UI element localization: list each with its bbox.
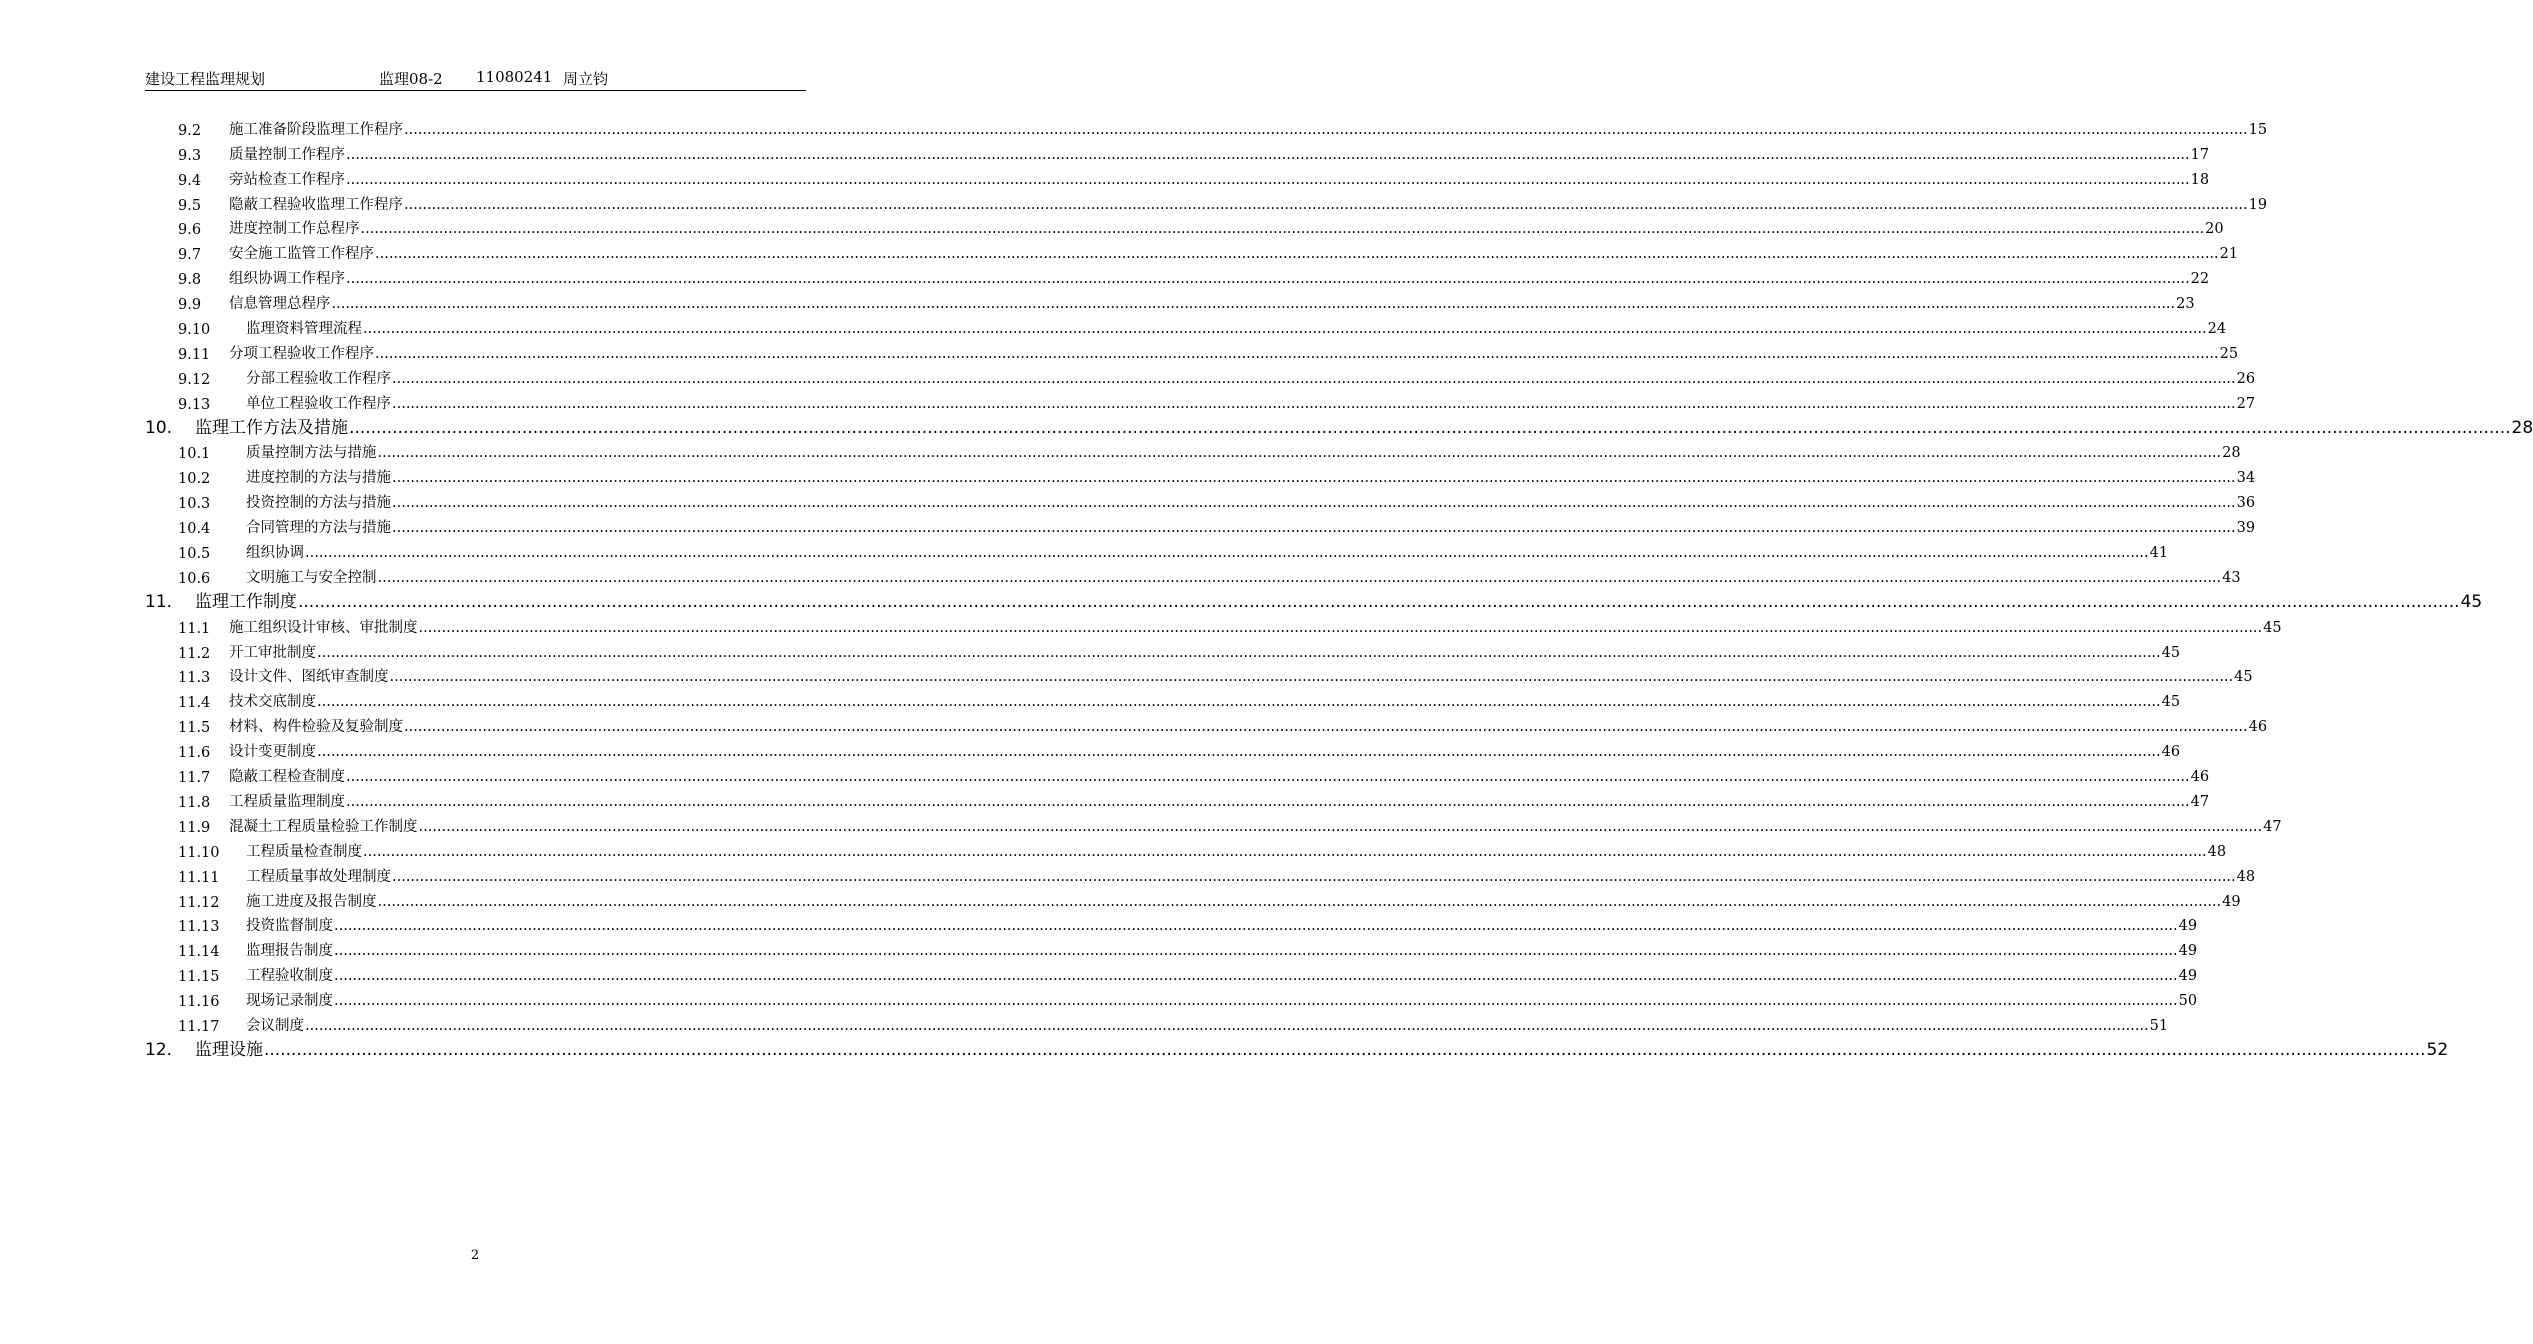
page-header: [145, 68, 806, 91]
toc-dot-leader: ................................................................................................................................................................................................................................................................................................................................................................................................................: [264, 1039, 2426, 1060]
toc-entry-page: 48: [2236, 868, 2256, 885]
toc-entry[interactable]: [0, 539, 2169, 564]
toc-entry-title: 进度控制的方法与措施: [246, 470, 391, 487]
toc-entry[interactable]: [0, 1037, 2449, 1062]
toc-entry-title: 旁站检查工作程序: [229, 171, 345, 188]
toc-entry-row: [229, 740, 2181, 761]
toc-dot-leader: ................................................................................................................................................................................................................................................................................................................................................................................................................: [418, 619, 2263, 636]
toc-entry-number: 11.5: [178, 720, 211, 737]
toc-entry[interactable]: [0, 813, 2282, 838]
toc-entry[interactable]: [0, 365, 2256, 390]
toc-entry-number: 11.8: [178, 794, 211, 811]
toc-entry-title: 安全施工监管工作程序: [229, 246, 374, 263]
toc-entry-page: 25: [2219, 345, 2239, 362]
toc-entry-title: 组织协调工作程序: [229, 271, 345, 288]
toc-entry-number: 11.4: [178, 695, 211, 712]
toc-entry-page: 45: [2161, 694, 2181, 711]
toc-entry[interactable]: [0, 141, 2210, 166]
header-course: 监理08-2: [379, 70, 443, 88]
toc-entry-page: 21: [2219, 246, 2239, 263]
toc-entry[interactable]: [0, 614, 2282, 639]
toc-entry-row: [246, 441, 2241, 462]
toc-dot-leader: ................................................................................................................................................................................................................................................................................................................................................................................................................: [346, 769, 2190, 786]
toc-dot-leader: ................................................................................................................................................................................................................................................................................................................................................................................................................: [349, 417, 2511, 438]
toc-entry-page: 52: [2426, 1039, 2449, 1060]
toc-entry-title: 会议制度: [246, 1017, 304, 1034]
toc-entry-number: 10.4: [178, 521, 211, 538]
toc-dot-leader: ................................................................................................................................................................................................................................................................................................................................................................................................................: [392, 395, 2236, 412]
toc-entry-number: 9.11: [178, 346, 211, 363]
toc-entry-row: [246, 890, 2241, 911]
toc-entry-page: 49: [2178, 968, 2198, 985]
toc-entry-page: 51: [2149, 1017, 2169, 1034]
toc-entry-row: [246, 914, 2198, 935]
toc-entry-number: 11.7: [178, 770, 211, 787]
toc-entry[interactable]: [0, 863, 2256, 888]
toc-entry-number: 11.15: [178, 969, 220, 986]
toc-entry-title: 投资控制的方法与措施: [246, 495, 391, 512]
toc-entry-page: 15: [2248, 121, 2268, 138]
toc-entry[interactable]: [0, 1012, 2169, 1037]
toc-dot-leader: ................................................................................................................................................................................................................................................................................................................................................................................................................: [305, 545, 2149, 562]
toc-entry-page: 18: [2190, 171, 2210, 188]
toc-dot-leader: ................................................................................................................................................................................................................................................................................................................................................................................................................: [334, 918, 2178, 935]
toc-entry-row: [229, 342, 2239, 363]
page-number: 2: [470, 1248, 480, 1263]
toc-entry[interactable]: [0, 937, 2198, 962]
toc-entry-row: [229, 790, 2210, 811]
toc-dot-leader: ................................................................................................................................................................................................................................................................................................................................................................................................................: [375, 246, 2219, 263]
toc-entry-page: 50: [2178, 993, 2198, 1010]
toc-entry-title: 单位工程验收工作程序: [246, 395, 391, 412]
toc-entry-number: 12.: [145, 1039, 173, 1060]
toc-entry-row: [246, 541, 2169, 562]
toc-entry-number: 11.12: [178, 894, 220, 911]
toc-entry-title: 信息管理总程序: [229, 296, 331, 313]
toc-entry-page: 45: [2234, 669, 2253, 686]
toc-entry-row: [195, 1035, 2449, 1060]
toc-entry-number: 11.2: [178, 645, 211, 662]
toc-entry-title: 分项工程验收工作程序: [229, 345, 374, 362]
toc-entry-row: [246, 566, 2241, 587]
toc-entry[interactable]: [0, 415, 2533, 440]
toc-entry-number: 9.10: [178, 322, 211, 339]
toc-dot-leader: ................................................................................................................................................................................................................................................................................................................................................................................................................: [377, 445, 2222, 462]
toc-entry-number: 11.: [145, 591, 173, 612]
toc-dot-leader: ................................................................................................................................................................................................................................................................................................................................................................................................................: [298, 591, 2460, 612]
toc-entry[interactable]: [0, 166, 2210, 191]
toc-entry-row: [229, 217, 2224, 238]
toc-entry-row: [229, 242, 2239, 263]
toc-entry[interactable]: [0, 440, 2241, 465]
toc-entry-page: 41: [2149, 545, 2169, 562]
toc-entry[interactable]: [0, 738, 2181, 763]
header-name: 周立钧: [563, 70, 609, 88]
toc-entry-page: 48: [2207, 843, 2227, 860]
toc-entry-title: 工程质量事故处理制度: [246, 868, 391, 885]
toc-dot-leader: ................................................................................................................................................................................................................................................................................................................................................................................................................: [392, 868, 2236, 885]
toc-entry[interactable]: [0, 688, 2181, 713]
toc-dot-leader: ................................................................................................................................................................................................................................................................................................................................................................................................................: [346, 793, 2190, 810]
toc-dot-leader: ................................................................................................................................................................................................................................................................................................................................................................................................................: [346, 146, 2190, 163]
toc-entry-title: 监理工作方法及措施: [195, 417, 348, 438]
toc-entry-row: [229, 765, 2210, 786]
toc-entry-number: 9.6: [178, 222, 202, 239]
toc-dot-leader: ................................................................................................................................................................................................................................................................................................................................................................................................................: [404, 719, 2248, 736]
toc-entry-number: 11.13: [178, 919, 220, 936]
toc-entry-title: 设计文件、图纸审查制度: [229, 669, 389, 686]
toc-entry-number: 9.12: [178, 371, 211, 388]
toc-entry-row: [229, 616, 2282, 637]
toc-entry-title: 合同管理的方法与措施: [246, 520, 391, 537]
toc-entry[interactable]: [0, 514, 2256, 539]
toc-dot-leader: ................................................................................................................................................................................................................................................................................................................................................................................................................: [317, 644, 2161, 661]
toc-entry-row: [229, 143, 2210, 164]
toc-entry-page: 43: [2222, 569, 2241, 586]
toc-dot-leader: ................................................................................................................................................................................................................................................................................................................................................................................................................: [334, 943, 2178, 960]
toc-entry-title: 设计变更制度: [229, 744, 316, 761]
toc-dot-leader: ................................................................................................................................................................................................................................................................................................................................................................................................................: [346, 171, 2190, 188]
toc-entry-row: [229, 815, 2282, 836]
toc-entry-title: 质量控制方法与措施: [246, 445, 377, 462]
toc-entry-title: 工程质量监理制度: [229, 793, 345, 810]
toc-entry-number: 11.10: [178, 844, 220, 861]
toc-entry-number: 10.6: [178, 570, 211, 587]
toc-entry-number: 10.2: [178, 471, 211, 488]
toc-entry-row: [229, 168, 2210, 189]
toc-entry-row: [246, 865, 2256, 886]
toc-entry-page: 45: [2460, 591, 2483, 612]
toc-entry-number: 9.4: [178, 172, 202, 189]
toc-entry-number: 11.1: [178, 620, 211, 637]
toc-dot-leader: ................................................................................................................................................................................................................................................................................................................................................................................................................: [375, 345, 2219, 362]
toc-entry-row: [229, 665, 2253, 686]
toc-entry[interactable]: [0, 216, 2224, 241]
toc-dot-leader: ................................................................................................................................................................................................................................................................................................................................................................................................................: [334, 993, 2178, 1010]
toc-entry[interactable]: [0, 240, 2239, 265]
toc-entry[interactable]: [0, 913, 2198, 938]
toc-entry[interactable]: [0, 987, 2198, 1012]
toc-entry[interactable]: [0, 713, 2268, 738]
toc-entry-title: 质量控制工作程序: [229, 146, 345, 163]
toc-entry[interactable]: [0, 962, 2198, 987]
toc-entry-row: [246, 516, 2256, 537]
toc-entry[interactable]: [0, 340, 2239, 365]
toc-entry-row: [246, 491, 2256, 512]
table-of-contents: [0, 116, 2533, 1062]
toc-entry-number: 11.17: [178, 1018, 220, 1035]
toc-entry-number: 9.5: [178, 197, 202, 214]
toc-entry-title: 监理工作制度: [195, 591, 297, 612]
toc-entry[interactable]: [0, 763, 2210, 788]
toc-entry-page: 19: [2248, 196, 2268, 213]
toc-entry[interactable]: [0, 838, 2227, 863]
toc-entry-row: [229, 715, 2268, 736]
toc-dot-leader: ................................................................................................................................................................................................................................................................................................................................................................................................................: [363, 321, 2207, 338]
toc-entry-title: 监理设施: [195, 1039, 263, 1060]
toc-entry-page: 49: [2222, 893, 2241, 910]
toc-entry-page: 27: [2236, 395, 2256, 412]
toc-entry-page: 46: [2190, 769, 2210, 786]
toc-entry-title: 施工进度及报告制度: [246, 893, 377, 910]
toc-entry-number: 11.14: [178, 944, 220, 961]
toc-entry[interactable]: [0, 464, 2256, 489]
toc-entry-title: 技术交底制度: [229, 694, 316, 711]
toc-entry[interactable]: [0, 116, 2268, 141]
toc-dot-leader: ................................................................................................................................................................................................................................................................................................................................................................................................................: [392, 470, 2236, 487]
toc-dot-leader: ................................................................................................................................................................................................................................................................................................................................................................................................................: [346, 271, 2190, 288]
toc-entry-row: [246, 367, 2256, 388]
toc-entry-title: 隐蔽工程验收监理工作程序: [229, 196, 403, 213]
toc-dot-leader: ................................................................................................................................................................................................................................................................................................................................................................................................................: [418, 818, 2263, 835]
toc-entry-title: 工程验收制度: [246, 968, 333, 985]
toc-dot-leader: ................................................................................................................................................................................................................................................................................................................................................................................................................: [392, 495, 2236, 512]
toc-entry[interactable]: [0, 564, 2241, 589]
toc-entry-row: [246, 964, 2198, 985]
toc-entry-row: [229, 193, 2268, 214]
toc-entry[interactable]: [0, 315, 2227, 340]
toc-entry[interactable]: [0, 390, 2256, 415]
toc-dot-leader: ................................................................................................................................................................................................................................................................................................................................................................................................................: [363, 843, 2207, 860]
toc-entry-row: [246, 317, 2227, 338]
toc-entry-title: 工程质量检查制度: [246, 843, 362, 860]
toc-entry-row: [246, 466, 2256, 487]
toc-entry-row: [246, 840, 2227, 861]
toc-entry-page: 47: [2263, 818, 2282, 835]
toc-entry-page: 46: [2248, 719, 2268, 736]
toc-entry-title: 隐蔽工程检查制度: [229, 769, 345, 786]
toc-entry-row: [229, 267, 2210, 288]
toc-dot-leader: ................................................................................................................................................................................................................................................................................................................................................................................................................: [360, 221, 2205, 238]
toc-dot-leader: ................................................................................................................................................................................................................................................................................................................................................................................................................: [377, 893, 2222, 910]
toc-entry-title: 监理资料管理流程: [246, 321, 362, 338]
toc-entry-title: 混凝土工程质量检验工作制度: [229, 818, 418, 835]
toc-entry-number: 9.9: [178, 297, 202, 314]
toc-dot-leader: ................................................................................................................................................................................................................................................................................................................................................................................................................: [404, 121, 2248, 138]
toc-entry-number: 10.1: [178, 446, 211, 463]
toc-dot-leader: ................................................................................................................................................................................................................................................................................................................................................................................................................: [305, 1017, 2149, 1034]
toc-entry-row: [195, 587, 2483, 612]
toc-entry-number: 9.8: [178, 272, 202, 289]
toc-entry-title: 施工组织设计审核、审批制度: [229, 619, 418, 636]
toc-entry[interactable]: [0, 664, 2253, 689]
toc-entry-number: 11.11: [178, 869, 220, 886]
header-title: 建设工程监理规划: [145, 70, 266, 88]
toc-entry[interactable]: [0, 265, 2210, 290]
toc-entry-row: [229, 118, 2268, 139]
toc-entry-title: 现场记录制度: [246, 993, 333, 1010]
toc-entry-page: 47: [2190, 793, 2210, 810]
toc-entry-row: [246, 1014, 2169, 1035]
toc-entry-title: 文明施工与安全控制: [246, 569, 377, 586]
toc-dot-leader: ................................................................................................................................................................................................................................................................................................................................................................................................................: [389, 669, 2234, 686]
toc-entry-number: 11.3: [178, 670, 211, 687]
toc-entry-page: 49: [2178, 943, 2198, 960]
toc-entry-number: 11.16: [178, 994, 220, 1011]
toc-entry-number: 11.9: [178, 819, 211, 836]
toc-entry-number: 10.: [145, 417, 173, 438]
toc-entry-number: 9.7: [178, 247, 202, 264]
toc-entry-page: 46: [2161, 744, 2181, 761]
toc-dot-leader: ................................................................................................................................................................................................................................................................................................................................................................................................................: [404, 196, 2248, 213]
toc-entry-number: 10.3: [178, 496, 211, 513]
toc-dot-leader: ................................................................................................................................................................................................................................................................................................................................................................................................................: [392, 370, 2236, 387]
toc-entry-page: 45: [2161, 644, 2181, 661]
toc-entry[interactable]: [0, 639, 2181, 664]
toc-entry-page: 24: [2207, 321, 2227, 338]
toc-entry-number: 9.13: [178, 396, 211, 413]
toc-dot-leader: ................................................................................................................................................................................................................................................................................................................................................................................................................: [377, 569, 2222, 586]
toc-entry-page: 26: [2236, 370, 2256, 387]
toc-dot-leader: ................................................................................................................................................................................................................................................................................................................................................................................................................: [334, 968, 2178, 985]
toc-entry-number: 9.2: [178, 122, 202, 139]
toc-entry[interactable]: [0, 888, 2241, 913]
toc-entry-row: [195, 413, 2533, 438]
toc-entry-page: 39: [2236, 520, 2256, 537]
toc-entry-number: 9.3: [178, 147, 202, 164]
toc-entry-page: 45: [2263, 619, 2282, 636]
toc-entry-title: 监理报告制度: [246, 943, 333, 960]
toc-entry-page: 49: [2178, 918, 2198, 935]
toc-entry-number: 11.6: [178, 745, 211, 762]
toc-entry-title: 分部工程验收工作程序: [246, 370, 391, 387]
toc-entry-title: 施工准备阶段监理工作程序: [229, 121, 403, 138]
toc-dot-leader: ................................................................................................................................................................................................................................................................................................................................................................................................................: [317, 694, 2161, 711]
toc-entry-title: 开工审批制度: [229, 644, 316, 661]
toc-entry-title: 投资监督制度: [246, 918, 333, 935]
toc-entry-page: 34: [2236, 470, 2256, 487]
toc-entry-row: [246, 392, 2256, 413]
toc-dot-leader: ................................................................................................................................................................................................................................................................................................................................................................................................................: [317, 744, 2161, 761]
toc-entry-title: 进度控制工作总程序: [229, 221, 360, 238]
toc-entry-title: 组织协调: [246, 545, 304, 562]
toc-entry-page: 36: [2236, 495, 2256, 512]
toc-entry-row: [229, 690, 2181, 711]
toc-entry-page: 23: [2176, 296, 2195, 313]
toc-entry-page: 22: [2190, 271, 2210, 288]
toc-entry[interactable]: [0, 589, 2483, 614]
toc-entry-row: [229, 292, 2195, 313]
toc-entry-page: 17: [2190, 146, 2210, 163]
toc-entry-row: [229, 641, 2181, 662]
toc-entry[interactable]: [0, 290, 2195, 315]
toc-entry[interactable]: [0, 489, 2256, 514]
toc-entry-page: 28: [2222, 445, 2241, 462]
toc-entry[interactable]: [0, 788, 2210, 813]
header-student-id: 11080241: [476, 68, 553, 86]
toc-dot-leader: ................................................................................................................................................................................................................................................................................................................................................................................................................: [331, 296, 2176, 313]
toc-entry-page: 20: [2205, 221, 2224, 238]
toc-entry-title: 材料、构件检验及复验制度: [229, 719, 403, 736]
toc-entry[interactable]: [0, 191, 2268, 216]
toc-entry-number: 10.5: [178, 546, 211, 563]
toc-entry-page: 28: [2511, 417, 2533, 438]
toc-dot-leader: ................................................................................................................................................................................................................................................................................................................................................................................................................: [392, 520, 2236, 537]
toc-entry-row: [246, 939, 2198, 960]
toc-entry-row: [246, 989, 2198, 1010]
